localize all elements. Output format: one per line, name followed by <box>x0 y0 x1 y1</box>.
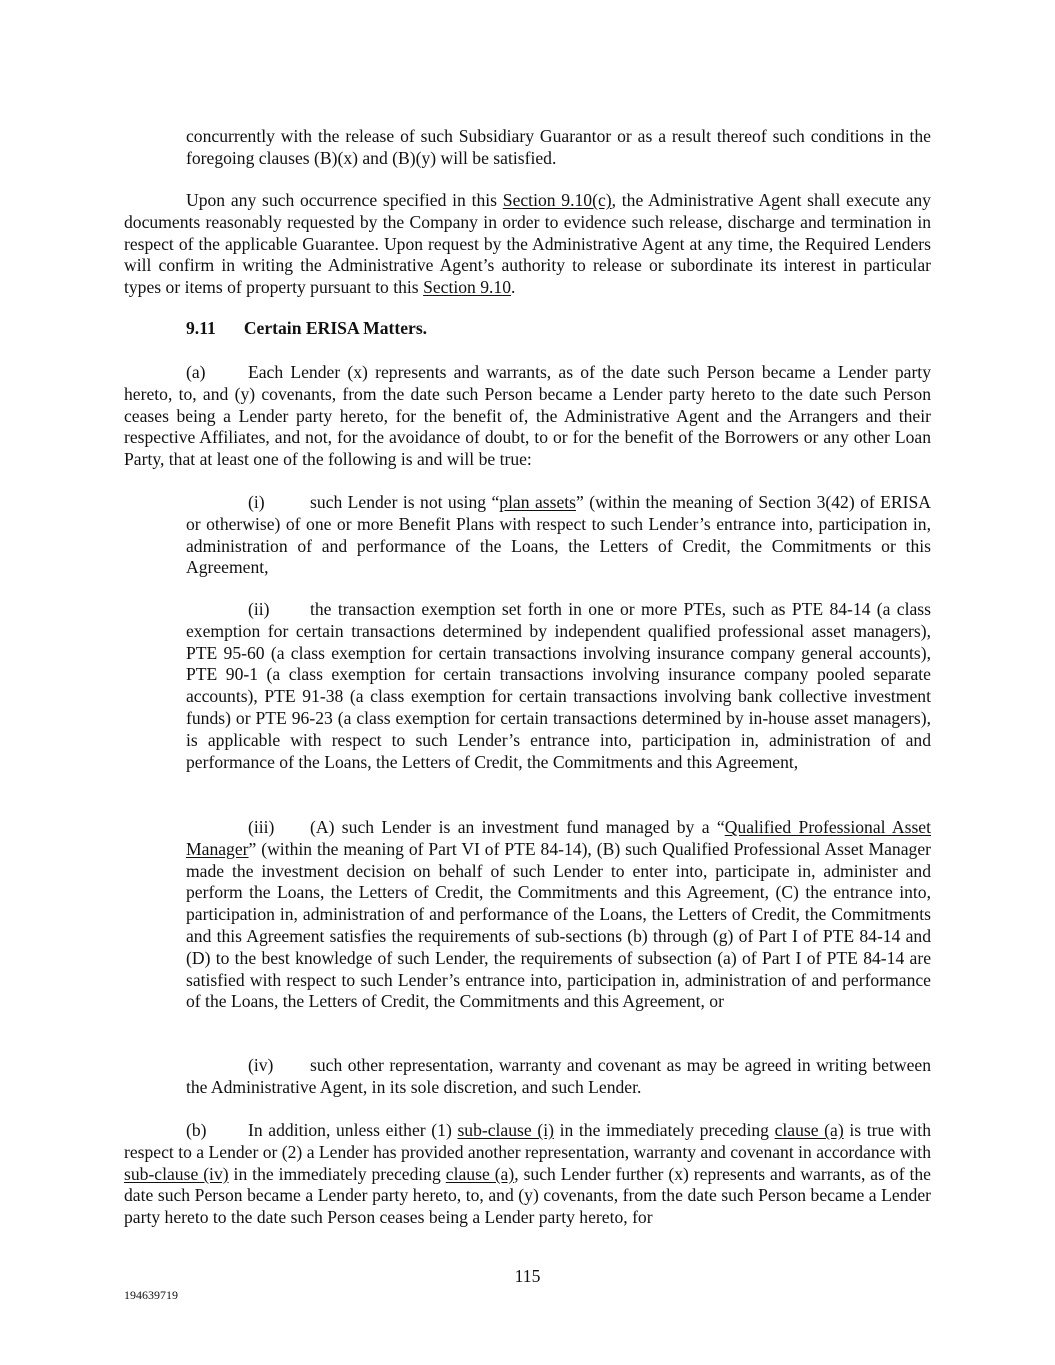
section-reference-link: Section 9.10(c) <box>502 190 612 210</box>
clause-a <box>124 362 931 471</box>
section-reference-link: Section 9.10 <box>423 277 512 298</box>
clause-b <box>124 1120 931 1229</box>
defined-term: Qualified Professional Asset Manager <box>186 817 932 859</box>
sub-clause-iv-text: such other representation, warranty and covenant as may be agreed in writing between the Administrative Agent, in its sole discretion, and such Lender. <box>186 1055 931 1097</box>
sub-clause-ii-label: (ii) <box>248 599 270 619</box>
paragraph-continuation <box>186 126 931 170</box>
sub-clause-iii-part2: ” (within the meaning of Part VI of PTE 84-14), (B) such Qualified Professional Asset Manager made the investment decision on behalf of such Lender to enter into, participate in, administer and perform the Loans, the Letters of Credit, the Commitments and this Agreement, (C) the entrance into, participation in, administration of and performance of the Loans, the Letters of Credit, the Commitments and this Agreement satisfies the requirements of sub-sections (b) through (g) of Part I of PTE 84-14 and (D) to the best knowledge of such Lender, the requirements of subsection (a) of Part I of PTE 84-14 are satisfied with respect to such Lender’s entrance into, participation in, administration of and performance of the Loans, the Letters of Credit, the Commitments and this Agreement, or <box>186 838 931 1012</box>
paragraph-upon-part3: . <box>511 277 516 298</box>
defined-term: plan assets <box>499 492 576 512</box>
clause-reference-link: sub-clause (iv) <box>124 1163 229 1184</box>
sub-clause-iii <box>186 817 931 1013</box>
paragraph-upon-part2: , the Administrative Agent shall execute any documents reasonably requested by the Company in order to evidence such release, discharge and termination in respect of the applicable Guarantee. Upon request by the Administrative Agent at any time, the Required Lenders will confirm in writing the Administrative Agent’s authority to release or subordinate its interest in particular types or items of property pursuant to this <box>124 190 931 298</box>
sub-clause-i-label: (i) <box>248 492 265 512</box>
sub-clause-iii-part1: (A) such Lender is an investment fund managed by a “ <box>310 817 725 837</box>
sub-clause-i <box>186 492 931 579</box>
clause-a-text: Each Lender (x) represents and warrants, as of the date such Person became a Lender party hereto, to, and (y) covenants, from the date such Person became a Lender party hereto to the date such Person ceases being a Lender party hereto, for the benefit of, the Administrative Agent and the Arrangers and their respective Affiliates, and not, for the avoidance of doubt, to or for the benefit of the Borrowers or any other Loan Party, that at least one of the following is and will be true: <box>124 362 931 470</box>
sub-clause-i-part1: such Lender is not using “ <box>310 492 500 512</box>
clause-b-part5: , such Lender further (x) represents and warrants, as of the date such Person became a Lender party hereto, to, and (y) covenants, from the date such Person became a Lender party hereto to the date such Person ceases being a Lender party hereto, for <box>124 1163 931 1228</box>
page-number: 115 <box>514 1266 541 1286</box>
section-number: 9.11 <box>186 318 216 338</box>
sub-clause-iii-label: (iii) <box>248 817 275 837</box>
section-heading <box>186 318 427 340</box>
sub-clause-iv <box>186 1055 931 1099</box>
sub-clause-i-part2: ” (within the meaning of Section 3(42) of ERISA or otherwise) of one or more Benefit Plans with respect to such Lender’s entrance into, participation in, administration of and performance of the Loans, the Letters of Credit, the Commitments or this Agreement, <box>186 492 931 578</box>
clause-a-label: (a) <box>186 362 206 382</box>
clause-b-part3: is true with respect to a Lender or (2) a Lender has provided another representation, warranty and covenant in accordance with <box>124 1120 931 1162</box>
clause-b-part4: in the immediately preceding <box>228 1163 446 1184</box>
document-id: 194639719 <box>124 1288 178 1302</box>
paragraph-upon <box>124 190 931 299</box>
paragraph-continuation-text: concurrently with the release of such Subsidiary Guarantor or as a result thereof such conditions in the foregoing clauses (B)(x) and (B)(y) will be satisfied. <box>186 126 931 168</box>
clause-reference-link: clause (a) <box>774 1120 844 1140</box>
clause-reference-link: sub-clause (i) <box>457 1120 554 1140</box>
section-title: Certain ERISA Matters. <box>243 318 428 338</box>
clause-b-label: (b) <box>186 1120 207 1140</box>
sub-clause-ii <box>186 599 931 773</box>
clause-b-part1: In addition, unless either (1) <box>248 1120 458 1140</box>
clause-reference-link: clause (a) <box>445 1163 515 1184</box>
sub-clause-iv-label: (iv) <box>248 1055 274 1075</box>
sub-clause-ii-text: the transaction exemption set forth in one or more PTEs, such as PTE 84-14 (a class exemption for certain transactions determined by independent qualified professional asset managers), PTE 95-60 (a class exemption for certain transactions involving insurance company general accounts), PTE 90-1 (a class exemption for certain transactions involving insurance company pooled separate accounts), PTE 91-38 (a class exemption for certain transactions involving bank collective investment funds) or PTE 96-23 (a class exemption for certain transactions determined by in-house asset managers), is applicable with respect to such Lender’s entrance into, participation in, administration of and performance of the Loans, the Letters of Credit, the Commitments and this Agreement, <box>186 599 931 772</box>
paragraph-upon-part1: Upon any such occurrence specified in this <box>186 190 503 210</box>
clause-b-part2: in the immediately preceding <box>553 1120 775 1140</box>
